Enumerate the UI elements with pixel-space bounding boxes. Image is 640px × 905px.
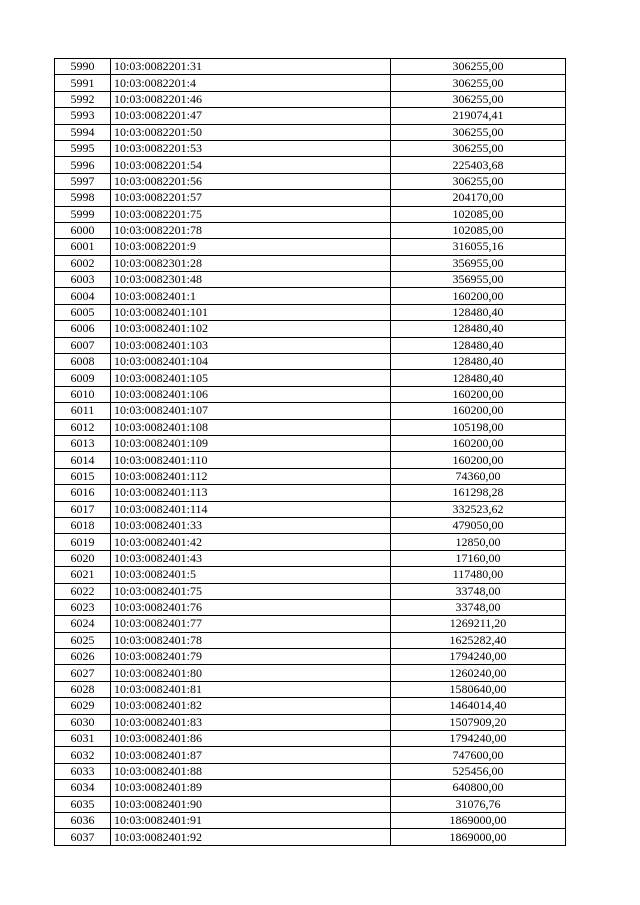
cadastral-number-cell: 10:03:0082201:50 — [111, 124, 391, 140]
cadastral-value-cell: 1869000,00 — [391, 829, 566, 845]
table-row — [55, 452, 566, 468]
cadastral-number-cell: 10:03:0082201:57 — [111, 190, 391, 206]
cadastral-value-cell: 105198,00 — [391, 419, 566, 435]
row-number-cell: 5997 — [55, 173, 111, 189]
cadastral-number-cell: 10:03:0082401:86 — [111, 731, 391, 747]
row-number-cell: 6013 — [55, 435, 111, 451]
cadastral-value-cell: 1794240,00 — [391, 649, 566, 665]
cadastral-value-cell: 1580640,00 — [391, 681, 566, 697]
cadastral-number-cell: 10:03:0082401:114 — [111, 501, 391, 517]
row-number-cell: 6021 — [55, 567, 111, 583]
row-number-cell: 6026 — [55, 649, 111, 665]
cadastral-value-cell: 12850,00 — [391, 534, 566, 550]
cadastral-number-cell: 10:03:0082401:102 — [111, 321, 391, 337]
row-number-cell: 6008 — [55, 354, 111, 370]
table-row — [55, 583, 566, 599]
cadastral-value-cell: 219074,41 — [391, 108, 566, 124]
cadastral-number-cell: 10:03:0082401:108 — [111, 419, 391, 435]
cadastral-number-cell: 10:03:0082401:92 — [111, 829, 391, 845]
cadastral-number-cell: 10:03:0082301:28 — [111, 255, 391, 271]
table-row — [55, 599, 566, 615]
cadastral-number-cell: 10:03:0082401:91 — [111, 812, 391, 828]
document-page — [54, 58, 566, 846]
table-row — [55, 517, 566, 533]
table-row — [55, 140, 566, 156]
cadastral-value-cell: 128480,40 — [391, 370, 566, 386]
table-row — [55, 419, 566, 435]
table-row — [55, 239, 566, 255]
table-row — [55, 190, 566, 206]
cadastral-value-cell: 31076,76 — [391, 796, 566, 812]
table-row — [55, 75, 566, 91]
table-row — [55, 386, 566, 402]
cadastral-number-cell: 10:03:0082401:105 — [111, 370, 391, 386]
cadastral-number-cell: 10:03:0082401:81 — [111, 681, 391, 697]
row-number-cell: 5996 — [55, 157, 111, 173]
cadastral-number-cell: 10:03:0082401:109 — [111, 435, 391, 451]
cadastral-number-cell: 10:03:0082401:1 — [111, 288, 391, 304]
cadastral-number-cell: 10:03:0082401:5 — [111, 567, 391, 583]
cadastral-value-cell: 128480,40 — [391, 337, 566, 353]
row-number-cell: 5994 — [55, 124, 111, 140]
table-row — [55, 288, 566, 304]
cadastral-number-cell: 10:03:0082201:54 — [111, 157, 391, 173]
cadastral-value-cell: 316055,16 — [391, 239, 566, 255]
cadastral-value-cell: 33748,00 — [391, 599, 566, 615]
cadastral-number-cell: 10:03:0082201:53 — [111, 140, 391, 156]
cadastral-value-cell: 306255,00 — [391, 59, 566, 75]
cadastral-value-cell: 160200,00 — [391, 386, 566, 402]
table-row — [55, 747, 566, 763]
row-number-cell: 6009 — [55, 370, 111, 386]
cadastral-number-cell: 10:03:0082401:112 — [111, 468, 391, 484]
table-row — [55, 501, 566, 517]
row-number-cell: 6037 — [55, 829, 111, 845]
table-row — [55, 698, 566, 714]
row-number-cell: 6028 — [55, 681, 111, 697]
cadastral-number-cell: 10:03:0082401:43 — [111, 550, 391, 566]
table-row — [55, 354, 566, 370]
cadastral-number-cell: 10:03:0082401:87 — [111, 747, 391, 763]
row-number-cell: 6005 — [55, 304, 111, 320]
row-number-cell: 6031 — [55, 731, 111, 747]
row-number-cell: 6033 — [55, 763, 111, 779]
cadastral-value-table — [54, 58, 566, 846]
table-row — [55, 534, 566, 550]
row-number-cell: 6023 — [55, 599, 111, 615]
row-number-cell: 6025 — [55, 632, 111, 648]
cadastral-number-cell: 10:03:0082201:75 — [111, 206, 391, 222]
cadastral-value-cell: 1794240,00 — [391, 731, 566, 747]
cadastral-number-cell: 10:03:0082401:104 — [111, 354, 391, 370]
cadastral-value-cell: 1260240,00 — [391, 665, 566, 681]
cadastral-value-cell: 306255,00 — [391, 124, 566, 140]
cadastral-value-cell: 74360,00 — [391, 468, 566, 484]
cadastral-value-cell: 128480,40 — [391, 304, 566, 320]
row-number-cell: 6018 — [55, 517, 111, 533]
row-number-cell: 6027 — [55, 665, 111, 681]
table-row — [55, 812, 566, 828]
cadastral-number-cell: 10:03:0082401:78 — [111, 632, 391, 648]
row-number-cell: 6004 — [55, 288, 111, 304]
table-row — [55, 763, 566, 779]
cadastral-value-cell: 1507909,20 — [391, 714, 566, 730]
table-row — [55, 222, 566, 238]
row-number-cell: 6000 — [55, 222, 111, 238]
cadastral-number-cell: 10:03:0082401:106 — [111, 386, 391, 402]
cadastral-value-cell: 160200,00 — [391, 403, 566, 419]
table-row — [55, 632, 566, 648]
table-row — [55, 108, 566, 124]
row-number-cell: 6034 — [55, 780, 111, 796]
cadastral-value-cell: 161298,28 — [391, 485, 566, 501]
row-number-cell: 6030 — [55, 714, 111, 730]
cadastral-value-cell: 640800,00 — [391, 780, 566, 796]
cadastral-number-cell: 10:03:0082401:42 — [111, 534, 391, 550]
cadastral-number-cell: 10:03:0082401:89 — [111, 780, 391, 796]
cadastral-number-cell: 10:03:0082401:107 — [111, 403, 391, 419]
cadastral-number-cell: 10:03:0082201:78 — [111, 222, 391, 238]
table-row — [55, 370, 566, 386]
table-row — [55, 649, 566, 665]
cadastral-number-cell: 10:03:0082401:110 — [111, 452, 391, 468]
table-row — [55, 173, 566, 189]
table-row — [55, 550, 566, 566]
table-row — [55, 321, 566, 337]
cadastral-number-cell: 10:03:0082401:101 — [111, 304, 391, 320]
cadastral-number-cell: 10:03:0082401:79 — [111, 649, 391, 665]
cadastral-value-cell: 306255,00 — [391, 173, 566, 189]
row-number-cell: 6001 — [55, 239, 111, 255]
cadastral-value-cell: 1625282,40 — [391, 632, 566, 648]
cadastral-value-cell: 306255,00 — [391, 91, 566, 107]
cadastral-value-cell: 128480,40 — [391, 321, 566, 337]
cadastral-number-cell: 10:03:0082201:9 — [111, 239, 391, 255]
row-number-cell: 6022 — [55, 583, 111, 599]
row-number-cell: 5991 — [55, 75, 111, 91]
cadastral-number-cell: 10:03:0082401:83 — [111, 714, 391, 730]
cadastral-number-cell: 10:03:0082401:88 — [111, 763, 391, 779]
row-number-cell: 6035 — [55, 796, 111, 812]
cadastral-value-cell: 356955,00 — [391, 255, 566, 271]
table-row — [55, 731, 566, 747]
cadastral-number-cell: 10:03:0082401:90 — [111, 796, 391, 812]
cadastral-value-cell: 225403,68 — [391, 157, 566, 173]
cadastral-number-cell: 10:03:0082401:103 — [111, 337, 391, 353]
table-row — [55, 780, 566, 796]
table-row — [55, 714, 566, 730]
cadastral-value-cell: 1464014,40 — [391, 698, 566, 714]
table-row — [55, 468, 566, 484]
table-row — [55, 91, 566, 107]
cadastral-value-cell: 102085,00 — [391, 206, 566, 222]
row-number-cell: 6012 — [55, 419, 111, 435]
row-number-cell: 6036 — [55, 812, 111, 828]
row-number-cell: 5990 — [55, 59, 111, 75]
table-row — [55, 435, 566, 451]
row-number-cell: 5992 — [55, 91, 111, 107]
row-number-cell: 6020 — [55, 550, 111, 566]
cadastral-value-cell: 128480,40 — [391, 354, 566, 370]
cadastral-value-cell: 160200,00 — [391, 288, 566, 304]
table-row — [55, 567, 566, 583]
cadastral-number-cell: 10:03:0082401:113 — [111, 485, 391, 501]
cadastral-value-cell: 306255,00 — [391, 75, 566, 91]
row-number-cell: 6007 — [55, 337, 111, 353]
cadastral-number-cell: 10:03:0082201:47 — [111, 108, 391, 124]
cadastral-value-cell: 33748,00 — [391, 583, 566, 599]
table-row — [55, 206, 566, 222]
row-number-cell: 5993 — [55, 108, 111, 124]
cadastral-value-cell: 479050,00 — [391, 517, 566, 533]
table-row — [55, 59, 566, 75]
cadastral-value-cell: 306255,00 — [391, 140, 566, 156]
cadastral-number-cell: 10:03:0082401:77 — [111, 616, 391, 632]
row-number-cell: 6024 — [55, 616, 111, 632]
cadastral-number-cell: 10:03:0082401:75 — [111, 583, 391, 599]
cadastral-number-cell: 10:03:0082201:56 — [111, 173, 391, 189]
cadastral-number-cell: 10:03:0082201:4 — [111, 75, 391, 91]
cadastral-number-cell: 10:03:0082201:31 — [111, 59, 391, 75]
cadastral-value-cell: 160200,00 — [391, 452, 566, 468]
cadastral-value-cell: 160200,00 — [391, 435, 566, 451]
row-number-cell: 6014 — [55, 452, 111, 468]
table-body — [55, 59, 566, 846]
row-number-cell: 5998 — [55, 190, 111, 206]
row-number-cell: 6002 — [55, 255, 111, 271]
cadastral-number-cell: 10:03:0082401:82 — [111, 698, 391, 714]
row-number-cell: 6032 — [55, 747, 111, 763]
table-row — [55, 616, 566, 632]
cadastral-value-cell: 747600,00 — [391, 747, 566, 763]
table-row — [55, 403, 566, 419]
row-number-cell: 6006 — [55, 321, 111, 337]
cadastral-value-cell: 1869000,00 — [391, 812, 566, 828]
row-number-cell: 6019 — [55, 534, 111, 550]
cadastral-number-cell: 10:03:0082201:46 — [111, 91, 391, 107]
row-number-cell: 5995 — [55, 140, 111, 156]
cadastral-value-cell: 332523,62 — [391, 501, 566, 517]
cadastral-value-cell: 117480,00 — [391, 567, 566, 583]
table-row — [55, 124, 566, 140]
cadastral-number-cell: 10:03:0082301:48 — [111, 272, 391, 288]
row-number-cell: 5999 — [55, 206, 111, 222]
table-row — [55, 681, 566, 697]
table-row — [55, 255, 566, 271]
cadastral-number-cell: 10:03:0082401:33 — [111, 517, 391, 533]
row-number-cell: 6017 — [55, 501, 111, 517]
cadastral-number-cell: 10:03:0082401:80 — [111, 665, 391, 681]
table-row — [55, 304, 566, 320]
cadastral-value-cell: 102085,00 — [391, 222, 566, 238]
cadastral-number-cell: 10:03:0082401:76 — [111, 599, 391, 615]
cadastral-value-cell: 525456,00 — [391, 763, 566, 779]
table-row — [55, 665, 566, 681]
row-number-cell: 6011 — [55, 403, 111, 419]
table-row — [55, 157, 566, 173]
cadastral-value-cell: 204170,00 — [391, 190, 566, 206]
table-row — [55, 485, 566, 501]
table-row — [55, 796, 566, 812]
table-row — [55, 829, 566, 845]
cadastral-value-cell: 1269211,20 — [391, 616, 566, 632]
row-number-cell: 6029 — [55, 698, 111, 714]
cadastral-value-cell: 17160,00 — [391, 550, 566, 566]
cadastral-value-cell: 356955,00 — [391, 272, 566, 288]
table-row — [55, 272, 566, 288]
row-number-cell: 6010 — [55, 386, 111, 402]
row-number-cell: 6003 — [55, 272, 111, 288]
row-number-cell: 6016 — [55, 485, 111, 501]
row-number-cell: 6015 — [55, 468, 111, 484]
table-row — [55, 337, 566, 353]
